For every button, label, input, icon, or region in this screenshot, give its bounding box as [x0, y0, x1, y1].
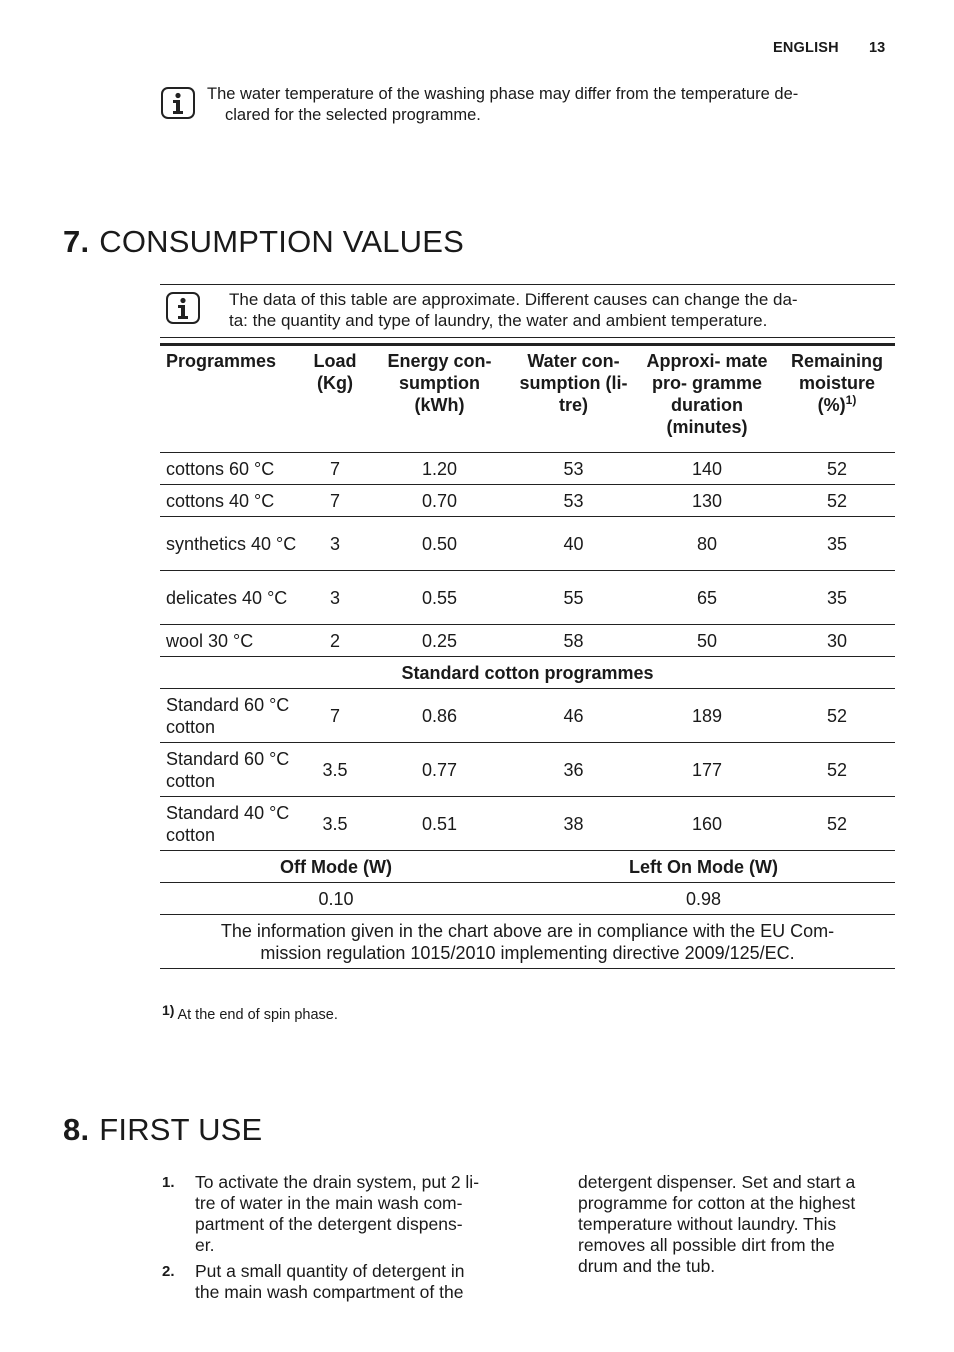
section-8-title [63, 1112, 262, 1148]
table-row [160, 453, 895, 485]
cell-moisture: 52 [779, 743, 895, 797]
cell-duration: 189 [635, 689, 779, 743]
cell-energy: 0.55 [367, 571, 512, 625]
cell-programme: wool 30 °C [160, 625, 303, 657]
cell-load: 7 [303, 453, 367, 485]
compliance-line: mission regulation 1015/2010 implementing directive 2009/125/EC. [260, 942, 795, 963]
col-water: Water con- sumption (li- tre) [512, 345, 635, 453]
footnote [162, 1002, 338, 1023]
table-subheading-row [160, 657, 895, 689]
table-row [160, 485, 895, 517]
cell-moisture: 35 [779, 517, 895, 571]
cell-water: 55 [512, 571, 635, 625]
text-line: programme for cotton at the highest [578, 1193, 856, 1213]
top-note-line: clared for the selected programme. [225, 106, 481, 124]
col-energy: Energy con- sumption (kWh) [367, 345, 512, 453]
step-number: 1. [162, 1174, 175, 1191]
cell-load: 3.5 [303, 743, 367, 797]
off-mode-label: Off Mode (W) [160, 851, 512, 883]
step-line: the main wash compartment of the [195, 1282, 464, 1302]
step-line: er. [195, 1235, 215, 1255]
left-on-mode-label: Left On Mode (W) [512, 851, 895, 883]
col-moisture-label: Remaining moisture (%) [790, 351, 883, 415]
power-modes-value-row [160, 883, 895, 915]
step-line: To activate the drain system, put 2 li- [195, 1172, 480, 1192]
top-note-line: The water temperature of the washing phase may differ from the temperature de- [207, 85, 799, 103]
left-on-mode-value: 0.98 [512, 883, 895, 915]
cell-duration: 65 [635, 571, 779, 625]
cell-energy: 0.50 [367, 517, 512, 571]
page-number: 13 [869, 40, 886, 56]
header-language: ENGLISH [773, 40, 839, 56]
info-icon [161, 87, 195, 119]
cell-water: 40 [512, 517, 635, 571]
cell-programme: Standard 60 °C cotton [160, 689, 303, 743]
col-duration: Approxi- mate pro- gramme duration (minutes) [635, 345, 779, 453]
cell-load: 7 [303, 689, 367, 743]
power-modes-header-row [160, 851, 895, 883]
cell-water: 36 [512, 743, 635, 797]
steps-list [160, 1172, 520, 1303]
cell-moisture: 52 [779, 797, 895, 851]
off-mode-value: 0.10 [160, 883, 512, 915]
standard-programmes-heading: Standard cotton programmes [160, 657, 895, 689]
list-item [160, 1261, 520, 1303]
col-programmes: Programmes [160, 345, 303, 453]
cell-energy: 0.77 [367, 743, 512, 797]
section-7-title [63, 224, 464, 260]
cell-duration: 130 [635, 485, 779, 517]
col-load: Load (Kg) [303, 345, 367, 453]
info-icon [166, 292, 200, 324]
cell-duration: 140 [635, 453, 779, 485]
table-note-line: The data of this table are approximate. Different causes can change the da- [229, 290, 798, 309]
footnote-ref: 1) [845, 393, 857, 407]
footnote-text: At the end of spin phase. [177, 1007, 338, 1023]
text-line: drum and the tub. [578, 1256, 716, 1276]
cell-moisture: 52 [779, 485, 895, 517]
section-title-text: CONSUMPTION VALUES [99, 224, 465, 259]
cell-load: 3 [303, 517, 367, 571]
col-moisture [779, 345, 895, 453]
cell-duration: 160 [635, 797, 779, 851]
top-note [207, 84, 798, 126]
compliance-line: The information given in the chart above are in compliance with the EU Com- [220, 920, 835, 941]
step-line: tre of water in the main wash com- [195, 1193, 463, 1213]
cell-water: 53 [512, 453, 635, 485]
consumption-table [160, 343, 895, 969]
cell-moisture: 52 [779, 689, 895, 743]
cell-energy: 1.20 [367, 453, 512, 485]
right-column-text [578, 1172, 908, 1277]
cell-load: 2 [303, 625, 367, 657]
table-row [160, 797, 895, 851]
cell-moisture: 30 [779, 625, 895, 657]
cell-programme: Standard 60 °C cotton [160, 743, 303, 797]
divider [160, 337, 895, 338]
divider [160, 284, 895, 285]
table-header-row [160, 345, 895, 453]
step-number: 2. [162, 1263, 175, 1280]
section-title-text: FIRST USE [99, 1112, 263, 1147]
text-line: detergent dispenser. Set and start a [578, 1172, 856, 1192]
cell-load: 3 [303, 571, 367, 625]
cell-programme: cottons 40 °C [160, 485, 303, 517]
cell-programme: delicates 40 °C [160, 571, 303, 625]
table-row [160, 743, 895, 797]
step-line: partment of the detergent dispens- [195, 1214, 463, 1234]
cell-moisture: 35 [779, 571, 895, 625]
table-note [229, 289, 798, 331]
table-row [160, 625, 895, 657]
cell-energy: 0.86 [367, 689, 512, 743]
cell-programme: synthetics 40 °C [160, 517, 303, 571]
cell-programme: Standard 40 °C cotton [160, 797, 303, 851]
table-row [160, 517, 895, 571]
section-number: 7. [63, 224, 90, 259]
cell-duration: 50 [635, 625, 779, 657]
text-line: temperature without laundry. This [578, 1214, 837, 1234]
section-number: 8. [63, 1112, 90, 1147]
cell-energy: 0.25 [367, 625, 512, 657]
table-row [160, 689, 895, 743]
cell-duration: 177 [635, 743, 779, 797]
cell-load: 3.5 [303, 797, 367, 851]
cell-water: 46 [512, 689, 635, 743]
compliance-text [160, 915, 895, 969]
cell-programme: cottons 60 °C [160, 453, 303, 485]
cell-moisture: 52 [779, 453, 895, 485]
cell-load: 7 [303, 485, 367, 517]
cell-duration: 80 [635, 517, 779, 571]
cell-energy: 0.70 [367, 485, 512, 517]
cell-water: 38 [512, 797, 635, 851]
compliance-row [160, 915, 895, 969]
step-line: Put a small quantity of detergent in [195, 1261, 465, 1281]
cell-water: 53 [512, 485, 635, 517]
cell-water: 58 [512, 625, 635, 657]
table-note-line: ta: the quantity and type of laundry, the water and ambient temperature. [229, 311, 768, 330]
table-row [160, 571, 895, 625]
footnote-mark: 1) [162, 1002, 175, 1018]
text-line: removes all possible dirt from the [578, 1235, 835, 1255]
cell-energy: 0.51 [367, 797, 512, 851]
list-item [160, 1172, 520, 1256]
